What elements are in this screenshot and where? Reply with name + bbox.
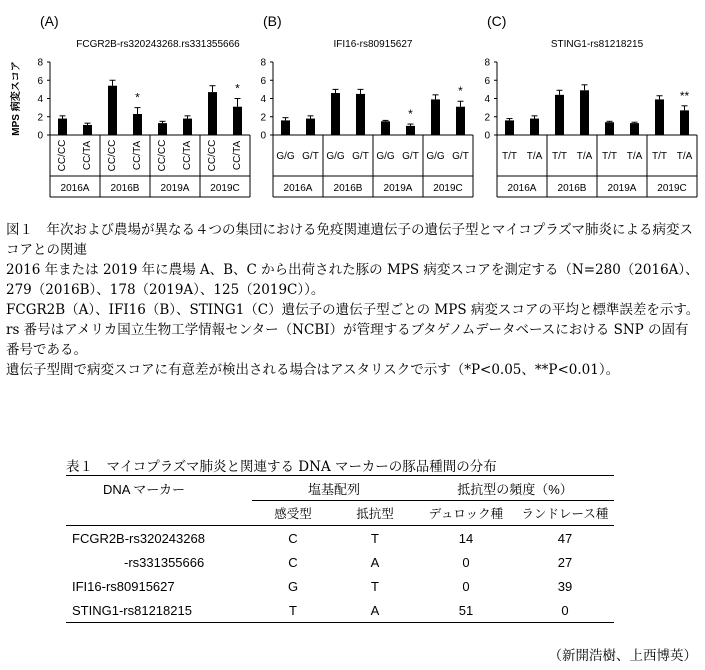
y-tick-label: 6	[37, 75, 43, 87]
y-tick-label: 4	[260, 94, 266, 105]
bar	[133, 114, 142, 135]
group-label: 2019A	[383, 183, 413, 194]
bar	[281, 120, 290, 135]
chart-title: IFI16-rs80915627	[333, 39, 413, 50]
bar	[680, 110, 689, 135]
bar	[431, 99, 440, 135]
bar	[555, 95, 564, 135]
marker-table	[66, 475, 614, 623]
figure-caption	[6, 220, 701, 380]
category-label: CC/CC	[157, 139, 168, 172]
y-axis-label: MPS 病変スコア	[11, 61, 22, 136]
caption-line-3: 遺伝子型間で病変スコアに有意差が検出される場合はアスタリスクで示す（*P<0.05、**P<0.01）。	[6, 362, 620, 378]
category-label: CC/TA	[82, 140, 93, 171]
bar	[530, 119, 539, 135]
row-resistant: A	[370, 602, 380, 618]
group-label: 2016B	[333, 183, 363, 194]
row-marker: FCGR2B-rs320243268	[72, 530, 205, 546]
group-label: 2019C	[657, 183, 687, 194]
category-label: G/T	[302, 151, 319, 162]
group-label: 2019A	[160, 183, 190, 194]
category-label: G/G	[426, 151, 445, 162]
row-marker: -rs331355666	[124, 554, 205, 570]
table-row	[66, 526, 614, 551]
y-tick-label: 6	[260, 75, 266, 87]
group-label: 2019C	[210, 183, 240, 194]
y-tick-label: 2	[37, 112, 43, 124]
bar	[331, 93, 340, 135]
panel-label: (B)	[263, 13, 282, 29]
category-label: T/A	[526, 151, 543, 162]
category-label: G/G	[326, 151, 345, 162]
group-label: 2019C	[433, 183, 463, 194]
category-label: G/T	[402, 151, 419, 162]
row-marker: IFI16-rs80915627	[72, 578, 175, 594]
table-header-row-2	[66, 501, 614, 526]
table-header-row-1	[66, 476, 614, 501]
bar	[306, 119, 315, 135]
header-landrace: ランドレース種	[521, 507, 609, 521]
category-label: G/T	[452, 151, 469, 162]
bar	[183, 119, 192, 135]
row-landrace: 0	[561, 602, 569, 618]
category-label: T/T	[552, 151, 567, 162]
category-label: G/G	[376, 151, 395, 162]
category-label: CC/CC	[107, 139, 118, 172]
bar	[406, 126, 415, 135]
group-label: 2016A	[283, 183, 313, 194]
bar	[158, 123, 167, 135]
bar	[58, 119, 67, 135]
bar	[605, 122, 614, 135]
row-resistant: T	[371, 530, 379, 546]
category-label: T/A	[576, 151, 593, 162]
caption-line-1: 2016 年または 2019 年に農場 A、B、C から出荷された豚の MPS 病変スコアを測定する（N=280（2016A）、279（2016B）、178（2019A）、125（2019C））。	[6, 262, 699, 298]
table-row	[66, 598, 614, 623]
category-label: CC/TA	[232, 140, 243, 171]
bar	[630, 123, 639, 135]
row-duroc: 14	[458, 530, 474, 546]
header-resistant: 抵抗型	[356, 507, 394, 521]
figure-1-bar-charts	[0, 0, 705, 205]
category-label: T/T	[502, 151, 517, 162]
row-landrace: 39	[557, 578, 573, 594]
row-susceptible: C	[288, 554, 298, 570]
group-label: 2016B	[557, 183, 587, 194]
category-label: T/T	[602, 151, 617, 162]
header-duroc: デュロック種	[428, 507, 504, 521]
group-label: 2016B	[110, 183, 140, 194]
row-marker: STING1-rs81218215	[72, 602, 192, 618]
table-row	[66, 574, 614, 598]
significance-marker: **	[679, 88, 690, 103]
y-tick-label: 8	[260, 57, 266, 69]
category-label: CC/CC	[57, 139, 68, 172]
y-tick-label: 0	[37, 130, 43, 142]
y-tick-label: 0	[260, 130, 266, 142]
caption-line-2: FCGR2B（A）、IFI16（B）、STING1（C）遺伝子の遺伝子型ごとの MPS 病変スコアの平均と標準誤差を示す。rs 番号はアメリカ国立生物工学情報センター（NCBI）が管理するブタゲノムデータベースにおける SNP の固有番号である。	[6, 302, 700, 358]
author-credit: （新開浩樹、上西博英）	[548, 648, 697, 664]
bar	[505, 120, 514, 135]
bar	[580, 90, 589, 135]
y-tick-label: 8	[484, 57, 490, 69]
bar	[381, 121, 390, 135]
group-label: 2016A	[60, 183, 90, 194]
row-duroc: 0	[462, 578, 470, 594]
chart-title: FCGR2B-rs320243268.rs331355666	[76, 39, 240, 50]
header-base-sequence: 塩基配列	[252, 476, 416, 501]
bar	[108, 86, 117, 135]
category-label: G/T	[352, 151, 369, 162]
category-label: T/A	[676, 151, 693, 162]
y-tick-label: 6	[484, 75, 490, 87]
panel-label: (A)	[40, 13, 59, 29]
header-resistant-frequency: 抵抗型の頻度（%）	[416, 476, 614, 501]
caption-title: 図１ 年次および農場が異なる４つの集団における免疫関連遺伝子の遺伝子型とマイコプラズマ肺炎による病変スコアとの関連	[6, 222, 694, 258]
bar	[233, 107, 242, 135]
group-label: 2016A	[507, 183, 537, 194]
category-label: T/A	[626, 151, 643, 162]
row-duroc: 0	[462, 554, 470, 570]
header-dna-marker: DNA マーカー	[102, 481, 186, 497]
significance-marker: *	[458, 84, 463, 99]
row-susceptible: G	[287, 578, 299, 594]
bar	[208, 92, 217, 135]
bar	[655, 99, 664, 135]
panel-label: (C)	[487, 13, 507, 29]
row-resistant: A	[370, 554, 380, 570]
category-label: G/G	[276, 151, 295, 162]
table-row	[66, 550, 614, 574]
y-tick-label: 0	[484, 130, 490, 142]
group-label: 2019A	[607, 183, 637, 194]
y-tick-label: 4	[484, 94, 490, 105]
significance-marker: *	[408, 107, 413, 122]
row-landrace: 27	[557, 554, 573, 570]
y-tick-label: 8	[37, 57, 43, 69]
chart-title: STING1-rs81218215	[550, 39, 644, 50]
bar	[83, 125, 92, 135]
y-tick-label: 4	[37, 94, 43, 105]
table-title: 表１ マイコプラズマ肺炎と関連する DNA マーカーの豚品種間の分布	[66, 459, 497, 475]
row-resistant: T	[371, 578, 379, 594]
category-label: CC/CC	[207, 139, 218, 172]
y-tick-label: 2	[484, 112, 490, 124]
category-label: CC/TA	[132, 140, 143, 171]
y-tick-label: 2	[260, 112, 266, 124]
row-susceptible: T	[289, 602, 297, 618]
category-label: T/T	[652, 151, 667, 162]
bar	[356, 94, 365, 135]
row-landrace: 47	[557, 530, 573, 546]
row-duroc: 51	[458, 602, 474, 618]
category-label: CC/TA	[182, 140, 193, 171]
header-susceptible: 感受型	[274, 507, 312, 521]
significance-marker: *	[135, 90, 140, 105]
row-susceptible: C	[288, 530, 298, 546]
bar	[456, 107, 465, 135]
significance-marker: *	[235, 81, 240, 96]
